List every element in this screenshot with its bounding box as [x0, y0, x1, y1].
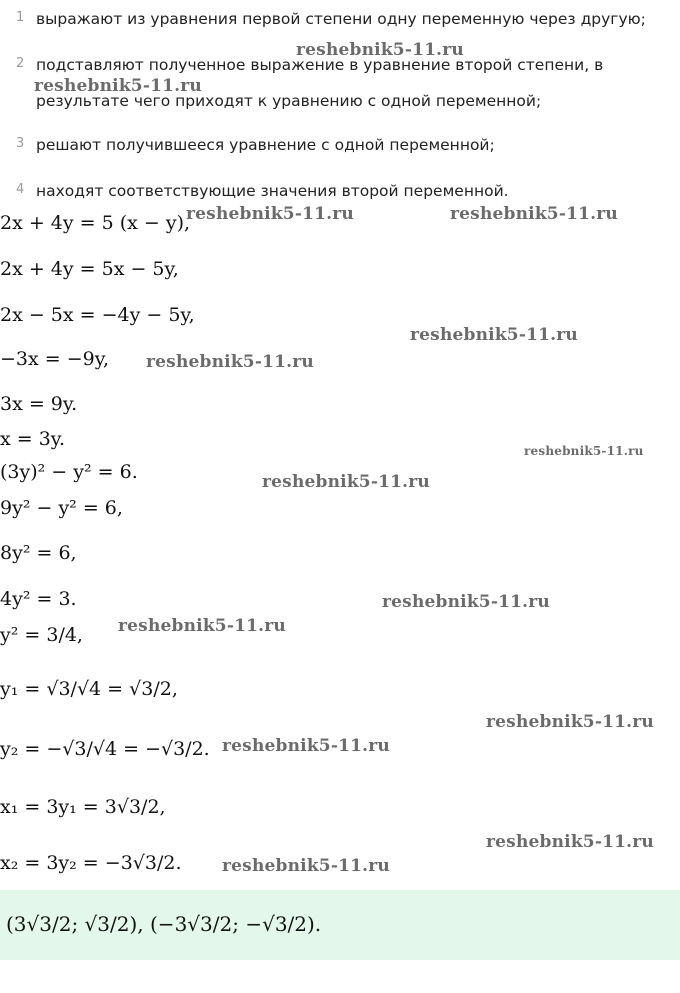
step-number: 4 [16, 182, 25, 197]
step-text: выражают из уравнения первой степени одну переменную через другую; [36, 10, 646, 28]
equation-1: 2x + 4y = 5 (x − y), [0, 212, 191, 234]
equation-10: 4y² = 3. [0, 588, 77, 610]
step-text: решают получившееся уравнение с одной переменной; [36, 136, 495, 154]
watermark: reshebnik5-11.ru [486, 712, 654, 732]
watermark: reshebnik5-11.ru [34, 76, 202, 96]
answer-text: (3√3/2; √3/2), (−3√3/2; −√3/2). [6, 912, 322, 936]
equation-11: y² = 3/4, [0, 624, 83, 646]
watermark: reshebnik5-11.ru [524, 444, 644, 458]
watermark: reshebnik5-11.ru [296, 40, 464, 60]
watermark: reshebnik5-11.ru [222, 856, 390, 876]
equation-6: x = 3y. [0, 428, 66, 450]
watermark: reshebnik5-11.ru [450, 204, 618, 224]
equation-2: 2x + 4y = 5x − 5y, [0, 258, 179, 280]
answer-box [0, 890, 680, 960]
equation-9: 8y² = 6, [0, 542, 77, 564]
step-number: 2 [16, 56, 25, 71]
watermark: reshebnik5-11.ru [382, 592, 550, 612]
equation-3: 2x − 5x = −4y − 5y, [0, 304, 195, 326]
watermark: reshebnik5-11.ru [262, 472, 430, 492]
equation-8: 9y² − y² = 6, [0, 497, 123, 519]
watermark: reshebnik5-11.ru [410, 325, 578, 345]
step-number: 3 [16, 136, 25, 151]
step-text: находят соответствующие значения второй переменной. [36, 182, 509, 200]
watermark: reshebnik5-11.ru [186, 204, 354, 224]
watermark: reshebnik5-11.ru [222, 736, 390, 756]
equation-12: y₁ = √3/√4 = √3/2, [0, 678, 178, 700]
watermark: reshebnik5-11.ru [118, 616, 286, 636]
equation-14: x₁ = 3y₁ = 3√3/2, [0, 796, 166, 818]
step-text-line1: подставляют полученное выражение в уравнение второй степени, в [36, 56, 604, 74]
step-number: 1 [16, 10, 25, 25]
equation-5: 3x = 9y. [0, 393, 78, 415]
watermark: reshebnik5-11.ru [486, 832, 654, 852]
step-text-line2: результате чего приходят к уравнению с одной переменной; [36, 92, 542, 110]
equation-13: y₂ = −√3/√4 = −√3/2. [0, 738, 210, 760]
equation-4: −3x = −9y, [0, 348, 109, 370]
watermark: reshebnik5-11.ru [146, 352, 314, 372]
equation-7: (3y)² − y² = 6. [0, 461, 138, 483]
equation-15: x₂ = 3y₂ = −3√3/2. [0, 852, 182, 874]
